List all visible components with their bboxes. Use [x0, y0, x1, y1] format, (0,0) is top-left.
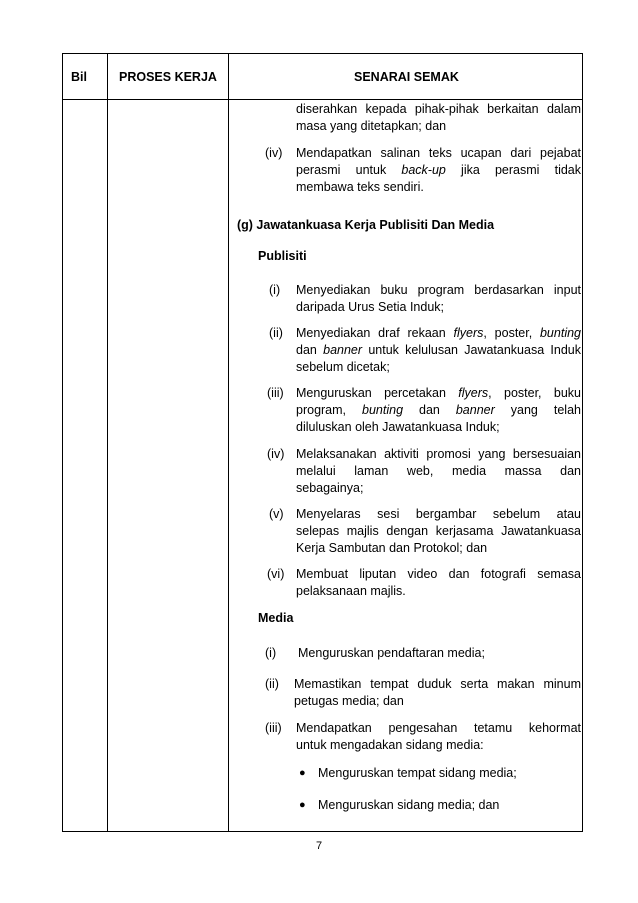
item-number: (i) — [265, 646, 277, 660]
item-text: perasmi untuk back-up jika perasmi tidak — [296, 163, 582, 177]
item-text: Mendapatkan salinan teks ucapan dari pejabat — [296, 146, 581, 160]
item-text: Memastikan tempat duduk serta makan minum — [294, 677, 581, 691]
item-text: Menguruskan percetakan flyers, poster, buku — [296, 386, 581, 400]
page-number: 7 — [315, 840, 323, 852]
item-text: Membuat liputan video dan fotografi semasa — [296, 567, 581, 581]
item-text: sebagainya; — [296, 481, 364, 495]
subsection-heading-publisiti: Publisiti — [258, 249, 307, 263]
item-number: (iii) — [267, 386, 284, 400]
bullet-item-text: Menguruskan tempat sidang media; — [318, 766, 517, 780]
item-number: (v) — [269, 507, 284, 521]
item-text: Menguruskan pendaftaran media; — [298, 646, 485, 660]
bullet-item-text: Menguruskan sidang media; dan — [318, 798, 500, 812]
item-text: membawa teks sendiri. — [296, 180, 424, 194]
item-text: Menyediakan buku program berdasarkan input — [296, 283, 581, 297]
item-number: (iv) — [267, 447, 285, 461]
header-bil: Bil — [71, 70, 87, 84]
item-number: (ii) — [265, 677, 279, 691]
item-number: (ii) — [269, 326, 283, 340]
item-text: diluluskan oleh Jawatankuasa Induk; — [296, 420, 500, 434]
item-text: Mendapatkan pengesahan tetamu kehormat — [296, 721, 581, 735]
bullet-icon: ● — [299, 799, 306, 811]
bullet-icon: ● — [299, 767, 306, 779]
item-text: Kerja Sambutan dan Protokol; dan — [296, 541, 488, 555]
header-proses-kerja: PROSES KERJA — [119, 70, 217, 84]
continuation-line: diserahkan kepada pihak-pihak berkaitan dalam — [296, 102, 581, 116]
item-text: daripada Urus Setia Induk; — [296, 300, 445, 314]
item-text: Menyediakan draf rekaan flyers, poster, bunting — [296, 326, 581, 340]
column-divider — [107, 54, 108, 831]
section-heading: (g) Jawatankuasa Kerja Publisiti Dan Media — [237, 218, 495, 232]
item-text: program, bunting dan banner yang telah — [296, 403, 581, 417]
header-divider — [63, 99, 582, 100]
header-senarai-semak: SENARAI SEMAK — [354, 70, 459, 84]
item-number: (vi) — [267, 567, 285, 581]
item-text: Menyelaras sesi bergambar sebelum atau — [296, 507, 581, 521]
item-text: melalui laman web, media massa dan — [296, 464, 581, 478]
continuation-line: masa yang ditetapkan; dan — [296, 119, 447, 133]
item-number: (iii) — [265, 721, 282, 735]
subsection-heading-media: Media — [258, 611, 294, 625]
item-text: petugas media; dan — [294, 694, 404, 708]
item-number: (i) — [269, 283, 281, 297]
column-divider — [228, 54, 229, 831]
item-text: dan banner untuk kelulusan Jawatankuasa Induk — [296, 343, 581, 357]
item-text: pelaksanaan majlis. — [296, 584, 406, 598]
item-text: Melaksanakan aktiviti promosi yang bersesuaian — [296, 447, 581, 461]
item-text: selepas majlis dengan kerjasama Jawatankuasa — [296, 524, 581, 538]
item-number: (iv) — [265, 146, 283, 160]
item-text: untuk mengadakan sidang media: — [296, 738, 484, 752]
item-text: sebelum dicetak; — [296, 360, 390, 374]
